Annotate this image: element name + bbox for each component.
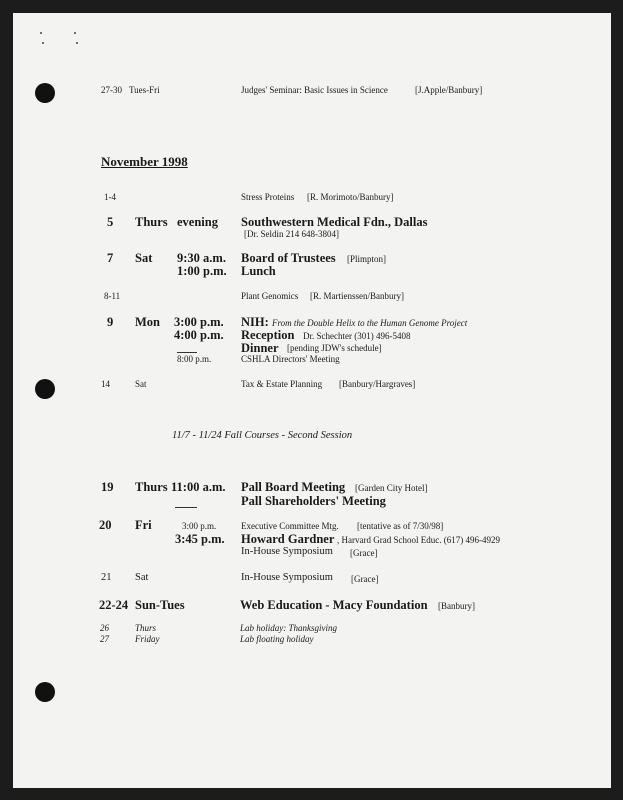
entry-weekday: Mon (135, 315, 160, 329)
entry-event: Judges' Seminar: Basic Issues in Science (241, 85, 388, 95)
time-placeholder-line (175, 507, 197, 508)
entry-day: 22-24 (99, 598, 129, 612)
entry-note: [J.Apple/Banbury] (415, 85, 483, 95)
entry-note: Dr. Schechter (301) 496-5408 (303, 331, 411, 341)
entry-note: [R. Morimoto/Banbury] (307, 192, 394, 202)
entry-note: [tentative as of 7/30/98] (357, 521, 444, 531)
entry-day: 5 (107, 215, 114, 229)
entry-time: 3:00 p.m. (174, 315, 224, 329)
punch-hole (35, 379, 55, 399)
entry-event: NIH: (241, 315, 269, 329)
speck (74, 32, 76, 34)
entry-event: In-House Symposium (241, 572, 333, 583)
entry-event: Stress Proteins (241, 192, 295, 202)
entry-note: [Garden City Hotel] (355, 483, 428, 493)
speck (76, 42, 78, 44)
entry-note: [pending JDW's schedule] (287, 343, 382, 353)
entry-event: Lunch (241, 264, 276, 278)
entry-weekday: Thurs (135, 623, 157, 633)
entry-event: Lab holiday: Thanksgiving (240, 623, 337, 633)
entry-time: 11:00 a.m. (171, 480, 226, 494)
entry-weekday: Fri (135, 518, 152, 532)
month-heading: November 1998 (101, 154, 188, 169)
entry-event: Board of Trustees (241, 251, 336, 265)
entry-day: 1-4 (104, 192, 116, 202)
entry-event: CSHLA Directors' Meeting (241, 354, 340, 364)
entry-event: Tax & Estate Planning (241, 379, 323, 389)
entry-event: Howard Gardner (241, 532, 335, 546)
entry-event: Pall Shareholders' Meeting (241, 494, 386, 508)
entry-day: 27 (100, 634, 109, 644)
entry-note: , Harvard Grad School Educ. (617) 496-4929 (337, 535, 500, 545)
entry-day: 27-30 (101, 85, 122, 95)
courses-note: 11/7 - 11/24 Fall Courses - Second Session (172, 430, 353, 441)
entry-note: [Grace] (350, 548, 378, 558)
entry-time: evening (177, 215, 218, 229)
entry-event: Web Education - Macy Foundation (240, 598, 428, 612)
entry-day: 8-11 (104, 291, 121, 301)
time-placeholder-line (177, 352, 197, 353)
entry-day: 14 (101, 379, 110, 389)
entry-event: Executive Committee Mtg. (241, 521, 339, 531)
punch-hole (35, 83, 55, 103)
entry-note: From the Double Helix to the Human Genome Project (272, 318, 468, 328)
entry-day: 7 (107, 251, 114, 265)
entry-weekday: Thurs (135, 215, 168, 229)
entry-weekday: Friday (135, 634, 160, 644)
entry-day: 19 (101, 480, 114, 494)
entry-note: [Banbury] (438, 601, 475, 611)
entry-time: 1:00 p.m. (177, 264, 227, 278)
entry-event: Pall Board Meeting (241, 480, 346, 494)
entry-note: [Plimpton] (347, 254, 387, 264)
entry-note: [Banbury/Hargraves] (339, 379, 416, 389)
document-page (13, 13, 611, 788)
entry-weekday: Sun-Tues (135, 598, 185, 612)
entry-day: 21 (101, 572, 112, 583)
entry-time: 3:00 p.m. (182, 521, 217, 531)
punch-hole (35, 682, 55, 702)
entry-weekday: Tues-Fri (129, 85, 160, 95)
entry-event: Reception (241, 328, 295, 342)
entry-note: [R. Martienssen/Banbury] (310, 291, 404, 301)
speck (42, 42, 44, 44)
entry-event: Southwestern Medical Fdn., Dallas (241, 215, 428, 229)
entry-day: 9 (107, 315, 114, 329)
entry-event: Lab floating holiday (240, 634, 314, 644)
entry-event: Dinner (241, 341, 279, 355)
entry-event: Plant Genomics (241, 291, 299, 301)
entry-weekday: Thurs (135, 480, 168, 494)
entry-weekday: Sat (135, 251, 153, 265)
entry-time: 3:45 p.m. (175, 532, 225, 546)
entry-note: [Dr. Seldin 214 648-3804] (244, 229, 339, 239)
entry-time: 8:00 p.m. (177, 354, 212, 364)
entry-weekday: Sat (135, 572, 149, 583)
entry-time: 4:00 p.m. (174, 328, 224, 342)
entry-day: 26 (100, 623, 109, 633)
entry-event: In-House Symposium (241, 546, 333, 557)
entry-weekday: Sat (135, 379, 147, 389)
speck (40, 32, 42, 34)
entry-time: 9:30 a.m. (177, 251, 226, 265)
entry-day: 20 (99, 518, 112, 532)
entry-note: [Grace] (351, 574, 379, 584)
